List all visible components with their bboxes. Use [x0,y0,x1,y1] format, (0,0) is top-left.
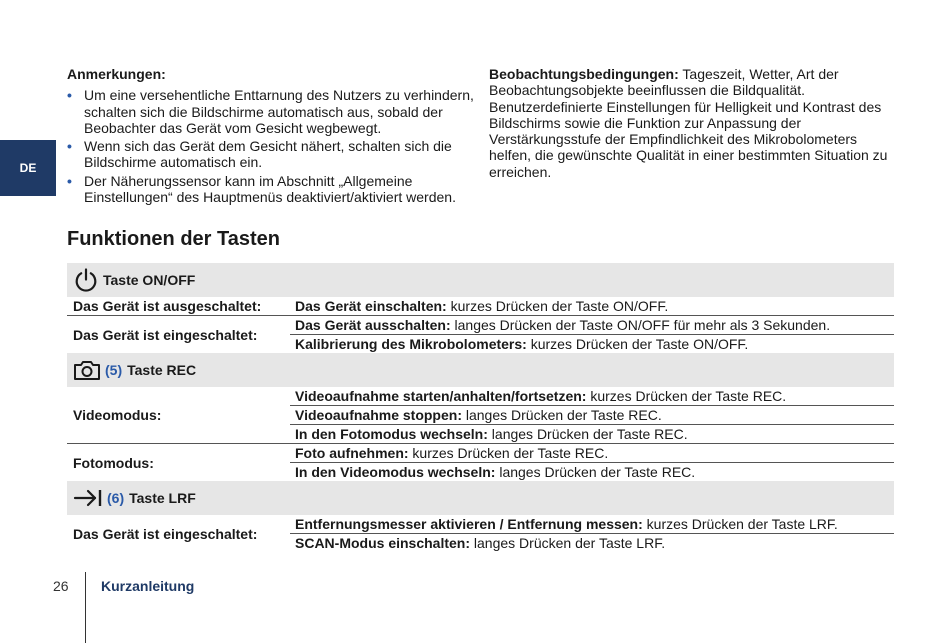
table-group [67,444,894,481]
section-header-lrf [67,481,894,515]
table-group [67,515,894,552]
section-title-rec: Taste REC [127,362,197,378]
group-label: Das Gerät ist ausgeschaltet: [73,298,262,314]
section-title-onoff: Taste ON/OFF [103,272,196,288]
table-row: Videoaufnahme starten/anhalten/fortsetzen: kurzes Drücken der Taste REC. [295,388,787,404]
table-row: Entfernungsmesser aktivieren / Entfernung messen: kurzes Drücken der Taste LRF. [295,516,838,532]
notes-block [67,66,477,207]
group-label: Das Gerät ist eingeschaltet: [73,326,258,343]
table-row: In den Fotomodus wechseln: langes Drücken der Taste REC. [290,424,894,443]
conditions-label: Beobachtungsbedingungen: [489,66,679,82]
footer-title: Kurzanleitung [101,578,195,594]
list-item [67,138,477,171]
table-row: SCAN-Modus einschalten: langes Drücken der Taste LRF. [290,533,894,552]
table-group [67,387,894,444]
button-number: (5) [105,362,123,378]
bullet-icon: • [67,138,72,155]
notes-list [67,87,477,205]
table-row: Das Gerät ausschalten: langes Drücken der Taste ON/OFF für mehr als 3 Sekunden. [295,317,831,333]
note-text: Um eine versehentliche Enttarnung des Nutzers zu verhindern, schalten sich die Bildschirme automatisch aus, sobald der Beobachter das Gerät vom Gesicht wegbewegt. [84,87,474,136]
table-row: Kalibrierung des Mikrobolometers: kurzes Drücken der Taste ON/OFF. [290,334,894,353]
group-label: Fotomodus: [73,454,154,471]
bullet-icon: • [67,172,72,189]
section-header-onoff [67,263,894,297]
section-title-lrf: Taste LRF [129,490,196,506]
list-item [67,173,477,206]
table-row: Foto aufnehmen: kurzes Drücken der Taste REC. [295,445,609,461]
button-number: (6) [107,490,125,506]
list-item [67,87,477,136]
note-text: Der Näherungssensor kann im Abschnitt „Allgemeine Einstellungen“ des Hauptmenüs deaktiviert/aktiviert werden. [84,172,456,206]
footer-divider [85,572,86,643]
key-functions-table [67,263,894,552]
note-text: Wenn sich das Gerät dem Gesicht nähert, schalten sich die Bildschirme automatisch ein. [84,138,452,171]
power-icon [73,267,99,293]
camera-icon [73,358,101,382]
table-group [67,316,894,353]
conditions-text: Tageszeit, Wetter, Art der Beobachtungsobjekte beeinflussen die Bildqualität. Benutzerdefinierte Einstellungen für Helligkeit und Kontrast des Bildschirms sowie die Funktion zur Anpassung der Verstärkungsstufe der Empfindlichkeit des Mikrobolometers helfen, die gewünschte Qualität in einer bestimmten Situation zu erreichen. [489,66,888,180]
table-row: In den Videomodus wechseln: langes Drücken der Taste REC. [290,462,894,481]
group-label: Das Gerät ist eingeschaltet: [73,525,258,542]
bullet-icon: • [67,87,72,104]
table-group [67,297,894,316]
arrow-bar-right-icon [73,488,103,508]
table-row: Das Gerät einschalten: kurzes Drücken der Taste ON/OFF. [295,298,669,314]
page-number: 26 [53,578,69,594]
notes-title: Anmerkungen: [67,66,166,82]
table-row: Videoaufnahme stoppen: langes Drücken der Taste REC. [290,405,894,424]
section-title: Funktionen der Tasten [67,228,280,250]
language-tab: DE [0,140,56,196]
conditions-block [489,66,899,180]
group-label: Videomodus: [73,407,162,423]
section-header-rec [67,353,894,387]
